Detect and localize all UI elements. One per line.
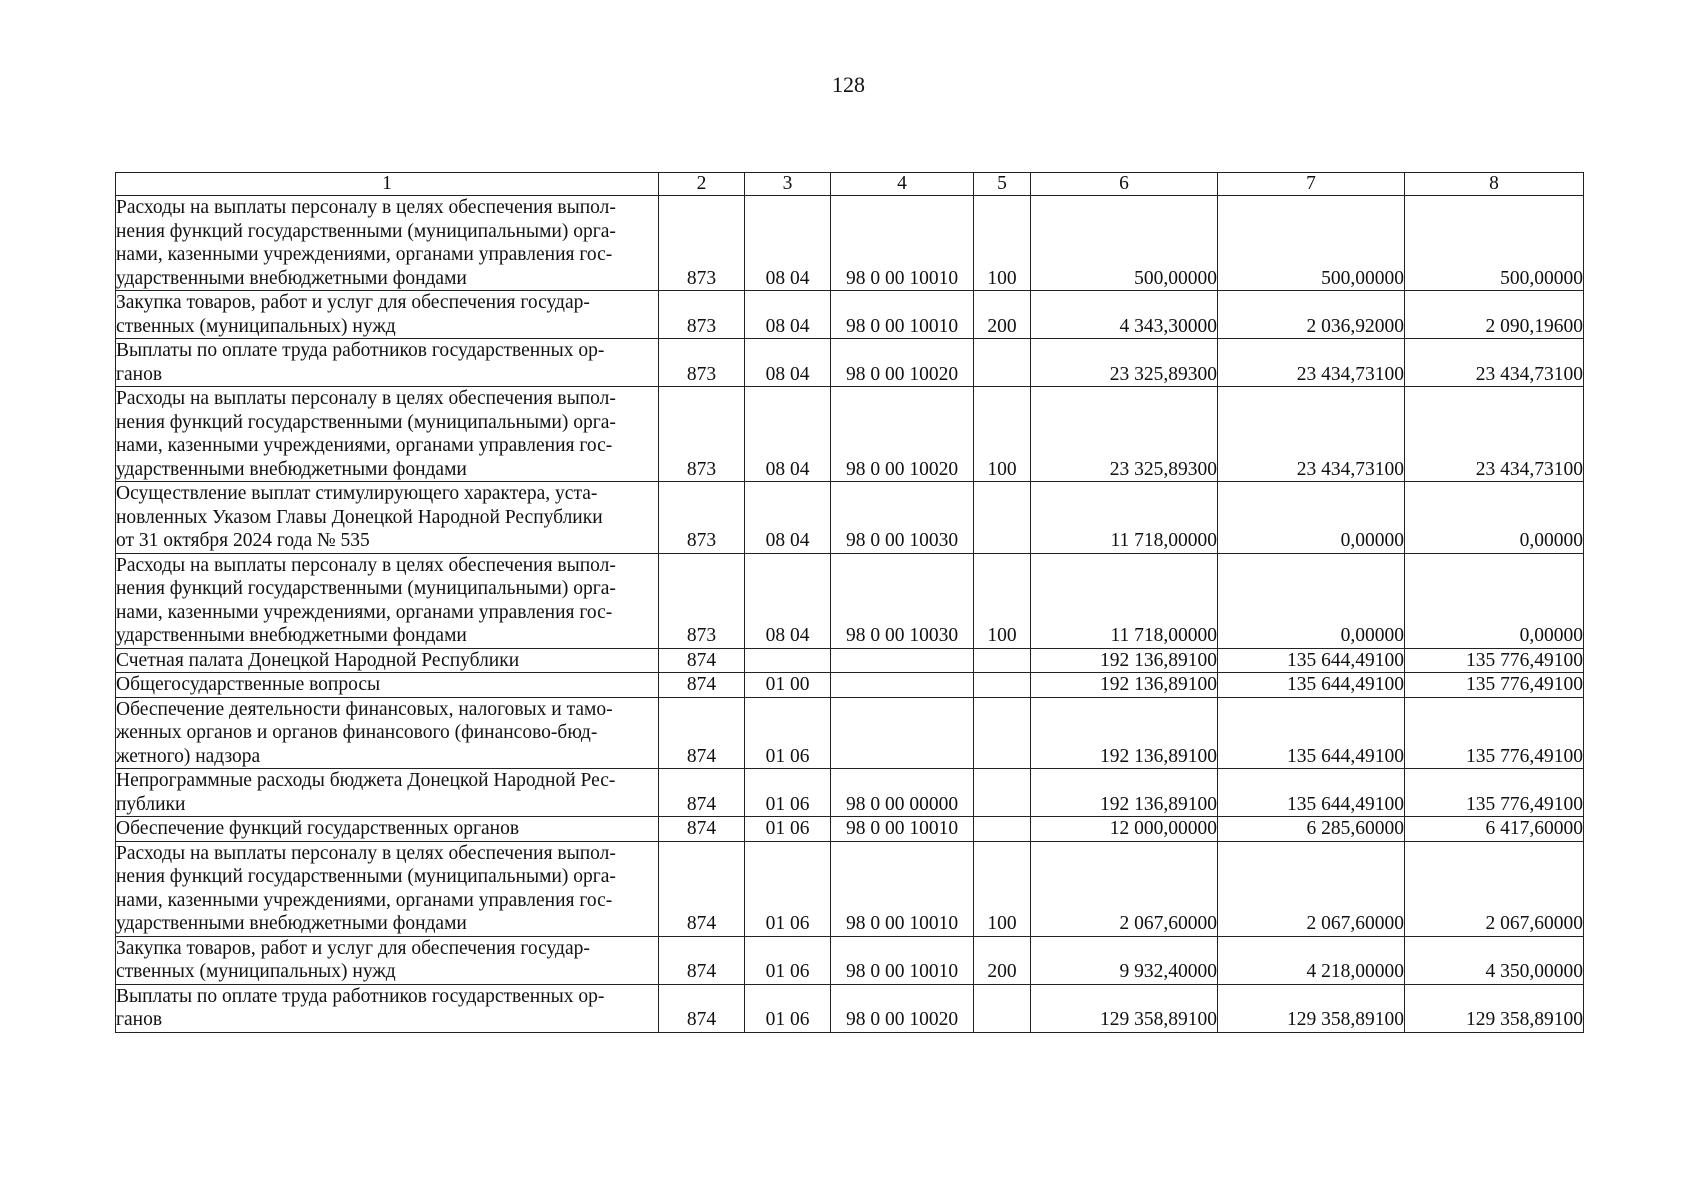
table-row bbox=[116, 936, 1584, 984]
table-row bbox=[116, 769, 1584, 817]
target-article-cell: 98 0 00 10020 bbox=[831, 984, 974, 1032]
expense-type-cell bbox=[974, 697, 1031, 769]
target-article-cell: 98 0 00 00000 bbox=[831, 769, 974, 817]
page-number: 128 bbox=[832, 72, 865, 97]
expense-name-cell: Обеспечение деятельности финансовых, налоговых и тамо- женных органов и органов финансового (финансово-бюд- жетного) надзора bbox=[116, 697, 659, 769]
column-header-4: 4 bbox=[831, 173, 974, 196]
amount-col7-cell: 4 218,00000 bbox=[1218, 936, 1405, 984]
amount-col6-cell: 9 932,40000 bbox=[1031, 936, 1218, 984]
expense-name-cell: Расходы на выплаты персоналу в целях обеспечения выпол- нения функций государственными (муниципальными) орга- нами, казенными учреждениями, органами управления гос- ударственными внебюджетными фондами bbox=[116, 387, 659, 482]
section-code-cell: 01 06 bbox=[745, 697, 831, 769]
target-article-cell: 98 0 00 10010 bbox=[831, 841, 974, 936]
amount-col7-cell: 129 358,89100 bbox=[1218, 984, 1405, 1032]
expense-name-cell: Расходы на выплаты персоналу в целях обеспечения выпол- нения функций государственными (муниципальными) орга- нами, казенными учреждениями, органами управления гос- ударственными внебюджетными фондами bbox=[116, 196, 659, 291]
expense-type-cell: 100 bbox=[974, 387, 1031, 482]
amount-col6-cell: 11 718,00000 bbox=[1031, 553, 1218, 648]
column-header-2: 2 bbox=[659, 173, 745, 196]
amount-col8-cell: 0,00000 bbox=[1405, 553, 1584, 648]
amount-col6-cell: 11 718,00000 bbox=[1031, 482, 1218, 554]
admin-code-cell: 874 bbox=[659, 817, 745, 842]
expense-type-cell: 100 bbox=[974, 196, 1031, 291]
expense-name-cell: Выплаты по оплате труда работников государственных ор- ганов bbox=[116, 339, 659, 387]
table-body bbox=[116, 196, 1584, 1033]
admin-code-cell: 873 bbox=[659, 482, 745, 554]
column-header-5: 5 bbox=[974, 173, 1031, 196]
section-code-cell: 01 00 bbox=[745, 673, 831, 698]
target-article-cell bbox=[831, 648, 974, 673]
table-row bbox=[116, 291, 1584, 339]
section-code-cell: 08 04 bbox=[745, 291, 831, 339]
target-article-cell bbox=[831, 673, 974, 698]
amount-col6-cell: 129 358,89100 bbox=[1031, 984, 1218, 1032]
target-article-cell: 98 0 00 10010 bbox=[831, 196, 974, 291]
column-header-8: 8 bbox=[1405, 173, 1584, 196]
amount-col7-cell: 500,00000 bbox=[1218, 196, 1405, 291]
table-row bbox=[116, 387, 1584, 482]
table-row bbox=[116, 817, 1584, 842]
column-header-1: 1 bbox=[116, 173, 659, 196]
table-row bbox=[116, 196, 1584, 291]
amount-col7-cell: 0,00000 bbox=[1218, 482, 1405, 554]
table-row bbox=[116, 482, 1584, 554]
column-header-3: 3 bbox=[745, 173, 831, 196]
table-row bbox=[116, 841, 1584, 936]
amount-col8-cell: 500,00000 bbox=[1405, 196, 1584, 291]
amount-col8-cell: 0,00000 bbox=[1405, 482, 1584, 554]
amount-col7-cell: 135 644,49100 bbox=[1218, 697, 1405, 769]
amount-col8-cell: 135 776,49100 bbox=[1405, 769, 1584, 817]
amount-col8-cell: 135 776,49100 bbox=[1405, 648, 1584, 673]
admin-code-cell: 874 bbox=[659, 697, 745, 769]
section-code-cell: 08 04 bbox=[745, 339, 831, 387]
target-article-cell: 98 0 00 10010 bbox=[831, 291, 974, 339]
amount-col7-cell: 135 644,49100 bbox=[1218, 673, 1405, 698]
target-article-cell bbox=[831, 697, 974, 769]
expense-name-cell: Расходы на выплаты персоналу в целях обеспечения выпол- нения функций государственными (муниципальными) орга- нами, казенными учреждениями, органами управления гос- ударственными внебюджетными фондами bbox=[116, 553, 659, 648]
target-article-cell: 98 0 00 10030 bbox=[831, 553, 974, 648]
admin-code-cell: 874 bbox=[659, 936, 745, 984]
amount-col8-cell: 2 090,19600 bbox=[1405, 291, 1584, 339]
table-row bbox=[116, 697, 1584, 769]
expense-type-cell bbox=[974, 673, 1031, 698]
amount-col8-cell: 135 776,49100 bbox=[1405, 673, 1584, 698]
admin-code-cell: 874 bbox=[659, 841, 745, 936]
table-row bbox=[116, 339, 1584, 387]
section-code-cell: 01 06 bbox=[745, 769, 831, 817]
expense-type-cell bbox=[974, 339, 1031, 387]
amount-col7-cell: 6 285,60000 bbox=[1218, 817, 1405, 842]
section-code-cell: 01 06 bbox=[745, 984, 831, 1032]
table-row bbox=[116, 553, 1584, 648]
admin-code-cell: 874 bbox=[659, 673, 745, 698]
target-article-cell: 98 0 00 10010 bbox=[831, 936, 974, 984]
amount-col6-cell: 192 136,89100 bbox=[1031, 673, 1218, 698]
section-code-cell: 08 04 bbox=[745, 387, 831, 482]
section-code-cell: 08 04 bbox=[745, 196, 831, 291]
expense-type-cell bbox=[974, 817, 1031, 842]
admin-code-cell: 873 bbox=[659, 553, 745, 648]
column-header-6: 6 bbox=[1031, 173, 1218, 196]
expense-type-cell bbox=[974, 482, 1031, 554]
admin-code-cell: 874 bbox=[659, 984, 745, 1032]
admin-code-cell: 873 bbox=[659, 196, 745, 291]
expense-type-cell: 200 bbox=[974, 291, 1031, 339]
expense-name-cell: Закупка товаров, работ и услуг для обеспечения государ- ственных (муниципальных) нужд bbox=[116, 936, 659, 984]
section-code-cell: 08 04 bbox=[745, 482, 831, 554]
expense-name-cell: Выплаты по оплате труда работников государственных ор- ганов bbox=[116, 984, 659, 1032]
table-row bbox=[116, 673, 1584, 698]
column-header-7: 7 bbox=[1218, 173, 1405, 196]
admin-code-cell: 873 bbox=[659, 387, 745, 482]
expense-name-cell: Непрограммные расходы бюджета Донецкой Народной Рес- публики bbox=[116, 769, 659, 817]
expense-name-cell: Расходы на выплаты персоналу в целях обеспечения выпол- нения функций государственными (муниципальными) орга- нами, казенными учреждениями, органами управления гос- ударственными внебюджетными фондами bbox=[116, 841, 659, 936]
target-article-cell: 98 0 00 10020 bbox=[831, 339, 974, 387]
table-row bbox=[116, 984, 1584, 1032]
expense-name-cell: Закупка товаров, работ и услуг для обеспечения государ- ственных (муниципальных) нужд bbox=[116, 291, 659, 339]
expense-name-cell: Осуществление выплат стимулирующего характера, уста- новленных Указом Главы Донецкой Народной Республики от 31 октября 2024 года № 535 bbox=[116, 482, 659, 554]
target-article-cell: 98 0 00 10010 bbox=[831, 817, 974, 842]
section-code-cell: 01 06 bbox=[745, 936, 831, 984]
amount-col8-cell: 23 434,73100 bbox=[1405, 387, 1584, 482]
amount-col6-cell: 192 136,89100 bbox=[1031, 769, 1218, 817]
amount-col7-cell: 23 434,73100 bbox=[1218, 387, 1405, 482]
amount-col8-cell: 6 417,60000 bbox=[1405, 817, 1584, 842]
target-article-cell: 98 0 00 10030 bbox=[831, 482, 974, 554]
expense-type-cell bbox=[974, 769, 1031, 817]
amount-col7-cell: 2 067,60000 bbox=[1218, 841, 1405, 936]
amount-col6-cell: 23 325,89300 bbox=[1031, 387, 1218, 482]
table-row bbox=[116, 648, 1584, 673]
amount-col7-cell: 0,00000 bbox=[1218, 553, 1405, 648]
amount-col6-cell: 12 000,00000 bbox=[1031, 817, 1218, 842]
column-number-header-row bbox=[116, 173, 1584, 196]
expense-type-cell: 100 bbox=[974, 841, 1031, 936]
expense-name-cell: Счетная палата Донецкой Народной Республики bbox=[116, 648, 659, 673]
amount-col7-cell: 135 644,49100 bbox=[1218, 769, 1405, 817]
amount-col6-cell: 23 325,89300 bbox=[1031, 339, 1218, 387]
admin-code-cell: 873 bbox=[659, 339, 745, 387]
amount-col6-cell: 500,00000 bbox=[1031, 196, 1218, 291]
amount-col8-cell: 23 434,73100 bbox=[1405, 339, 1584, 387]
amount-col8-cell: 129 358,89100 bbox=[1405, 984, 1584, 1032]
amount-col7-cell: 2 036,92000 bbox=[1218, 291, 1405, 339]
section-code-cell: 01 06 bbox=[745, 841, 831, 936]
expense-type-cell: 200 bbox=[974, 936, 1031, 984]
section-code-cell: 01 06 bbox=[745, 817, 831, 842]
amount-col6-cell: 2 067,60000 bbox=[1031, 841, 1218, 936]
expense-type-cell bbox=[974, 648, 1031, 673]
expense-name-cell: Общегосударственные вопросы bbox=[116, 673, 659, 698]
section-code-cell: 08 04 bbox=[745, 553, 831, 648]
admin-code-cell: 874 bbox=[659, 769, 745, 817]
expense-type-cell bbox=[974, 984, 1031, 1032]
section-code-cell bbox=[745, 648, 831, 673]
expense-name-cell: Обеспечение функций государственных органов bbox=[116, 817, 659, 842]
amount-col8-cell: 4 350,00000 bbox=[1405, 936, 1584, 984]
amount-col6-cell: 4 343,30000 bbox=[1031, 291, 1218, 339]
budget-table bbox=[115, 172, 1584, 1033]
target-article-cell: 98 0 00 10020 bbox=[831, 387, 974, 482]
admin-code-cell: 873 bbox=[659, 291, 745, 339]
amount-col7-cell: 135 644,49100 bbox=[1218, 648, 1405, 673]
amount-col7-cell: 23 434,73100 bbox=[1218, 339, 1405, 387]
amount-col8-cell: 2 067,60000 bbox=[1405, 841, 1584, 936]
admin-code-cell: 874 bbox=[659, 648, 745, 673]
amount-col8-cell: 135 776,49100 bbox=[1405, 697, 1584, 769]
amount-col6-cell: 192 136,89100 bbox=[1031, 648, 1218, 673]
amount-col6-cell: 192 136,89100 bbox=[1031, 697, 1218, 769]
expense-type-cell: 100 bbox=[974, 553, 1031, 648]
